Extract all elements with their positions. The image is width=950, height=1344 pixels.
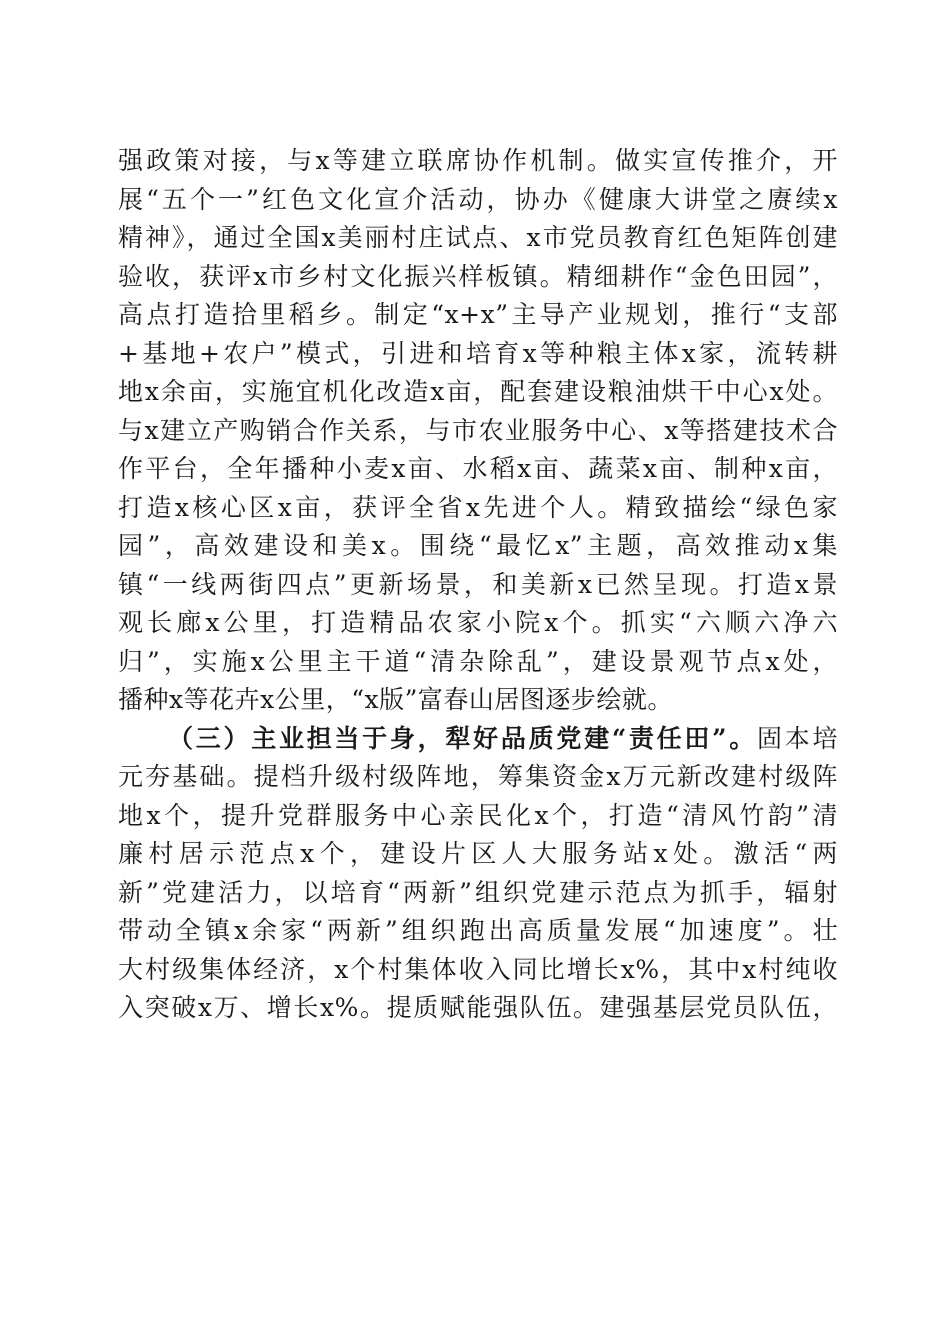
text-line: 镇“一线两街四点”更新场景，和美新x已然呈现。打造x景 xyxy=(118,569,838,599)
text-line: 打造x核心区x亩，获评全省x先进个人。精致描绘“绿色家 xyxy=(118,492,838,522)
text-line: 廉村居示范点x个，建设片区人大服务站x处。激活“两 xyxy=(118,839,838,868)
text-line: 带动全镇x余家“两新”组织跑出高质量发展“加速度”。壮 xyxy=(118,916,838,945)
text-line: 强政策对接，与x等建立联席协作机制。做实宣传推介，开 xyxy=(118,146,838,175)
text-line: 观长廊x公里，打造精品农家小院x个。抓实“六顺六净六 xyxy=(118,608,838,637)
text-line: 验收，获评x市乡村文化振兴样板镇。精细耕作“金色田园”， xyxy=(118,261,838,291)
text-line: 展“五个一”红色文化宣介活动，协办《健康大讲堂之赓续x xyxy=(118,184,838,214)
paragraph-1 xyxy=(118,142,838,720)
paragraph-2 xyxy=(118,720,838,1028)
text-line: 入突破x万、增长x%。提质赋能强队伍。建强基层党员队伍， xyxy=(118,993,838,1022)
text-line: 地x余亩，实施宜机化改造x亩，配套建设粮油烘干中心x处。 xyxy=(118,377,838,406)
text-line: 高点打造拾里稻乡。制定“x+x”主导产业规划，推行“支部 xyxy=(118,300,838,329)
body-text xyxy=(118,142,838,1028)
text-line: 播种x等花卉x公里，“x版”富春山居图逐步绘就。 xyxy=(118,685,673,714)
text-line: 元夯基础。提档升级村级阵地，筹集资金x万元新改建村级阵 xyxy=(118,762,838,791)
text-line: 精神》，通过全国x美丽村庄试点、x市党员教育红色矩阵创建 xyxy=(118,223,838,252)
section-heading-line xyxy=(118,720,838,759)
text-line: 归”，实施x公里主干道“清杂除乱”，建设景观节点x处， xyxy=(118,646,838,676)
text-line: 与x建立产购销合作关系，与市农业服务中心、x等搭建技术合 xyxy=(118,415,838,445)
section-heading: （三）主业担当于身，犁好品质党建“责任田”。 xyxy=(168,723,758,753)
text-line: +基地+农户”模式，引进和培育x等种粮主体x家，流转耕 xyxy=(118,338,838,368)
text-line: 大村级集体经济，x个村集体收入同比增长x%，其中x村纯收 xyxy=(118,954,838,984)
text-line: 新”党建活力，以培育“两新”组织党建示范点为抓手，辐射 xyxy=(118,877,838,907)
text-line: 园”，高效建设和美x。围绕“最忆x”主题，高效推动x集 xyxy=(118,531,838,560)
heading-line-rest: 固本培 xyxy=(757,723,838,753)
text-line: 作平台，全年播种小麦x亩、水稻x亩、蔬菜x亩、制种x亩， xyxy=(118,454,838,483)
text-line: 地x个，提升党群服务中心亲民化x个，打造“清风竹韵”清 xyxy=(118,800,838,830)
